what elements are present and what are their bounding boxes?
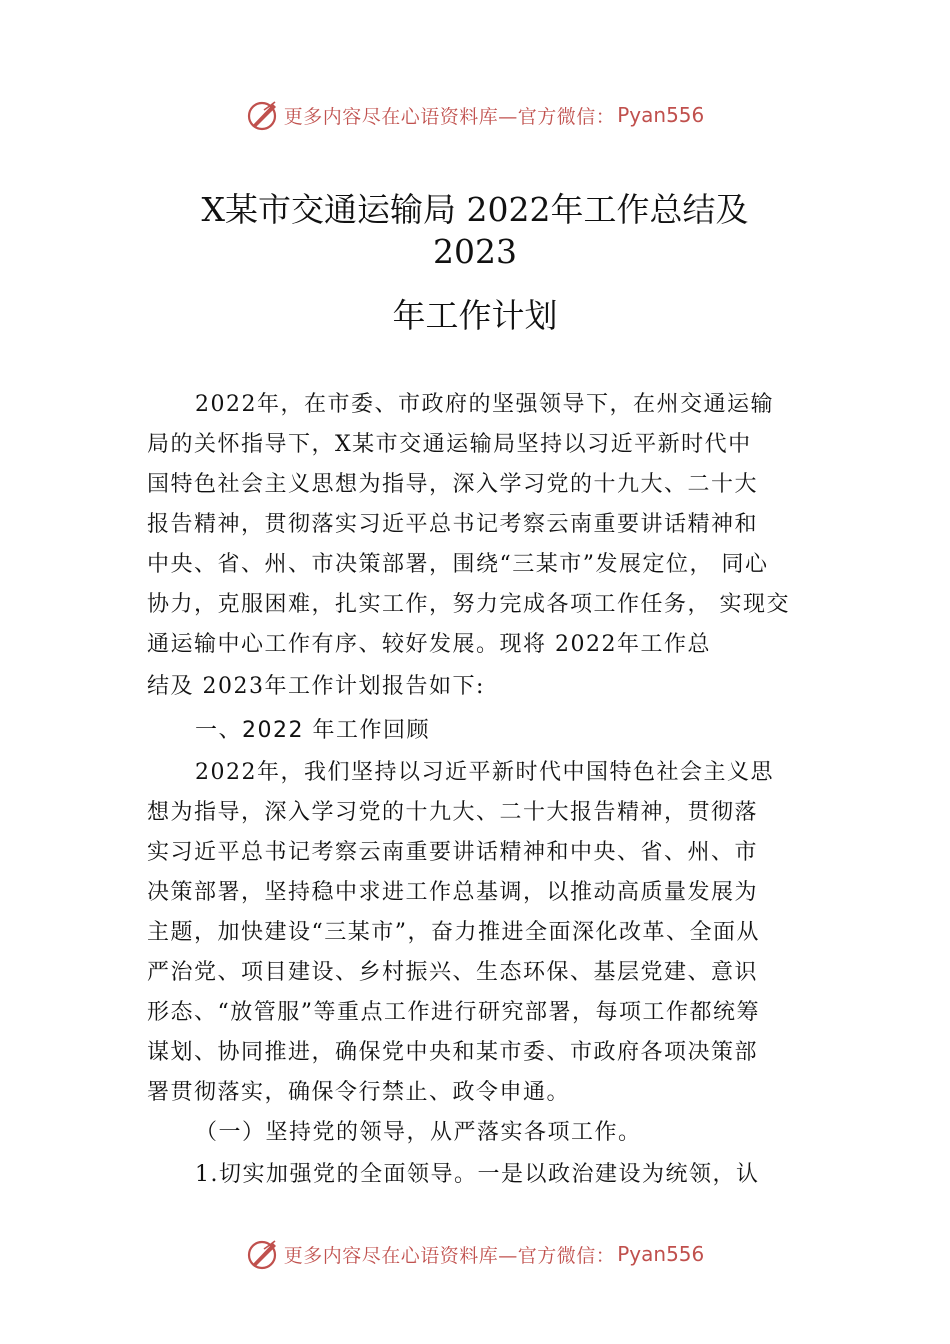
paragraph-line: 1.切实加强党的全面领导。一是以政治建设为统领，认	[195, 1162, 760, 1187]
paragraph-line: 决策部署，坚持稳中求进工作总基调，以推动高质量发展为	[147, 880, 759, 905]
paragraph-line: 通运输中心工作有序、较好发展。现将 2022年工作总	[147, 632, 711, 657]
paragraph-line: 局的关怀指导下，X某市交通运输局坚持以习近平新时代中	[147, 432, 752, 457]
footer-banner	[0, 1234, 950, 1274]
paragraph-line: 中央、省、州、市决策部署，围绕“三某市”发展定位， 同心	[147, 552, 769, 577]
quill-logo-icon	[246, 98, 280, 132]
paragraph-line: 形态、“放管服”等重点工作进行研究部署，每项工作都统筹	[147, 1000, 760, 1025]
subsection-heading: （一）坚持党的领导，从严落实各项工作。	[195, 1120, 642, 1145]
paragraph-line: 国特色社会主义思想为指导，深入学习党的十九大、二十大	[147, 472, 759, 497]
paragraph-line: 实习近平总书记考察云南重要讲话精神和中央、省、州、市	[147, 840, 759, 865]
banner-wechat-id: Pyan556	[617, 103, 705, 127]
document-title-line-3: 年工作计划	[392, 296, 558, 335]
paragraph-line: 报告精神，贯彻落实习近平总书记考察云南重要讲话精神和	[147, 512, 759, 537]
paragraph-line: 2022年，我们坚持以习近平新时代中国特色社会主义思	[195, 760, 774, 785]
paragraph-line: 主题，加快建设“三某市”，奋力推进全面深化改革、全面从	[147, 920, 760, 945]
paragraph-line: 协力，克服困难，扎实工作，努力完成各项工作任务， 实现交	[147, 592, 790, 617]
paragraph-line: 想为指导，深入学习党的十九大、二十大报告精神，贯彻落	[147, 800, 759, 825]
paragraph-line: 2022年，在市委、市政府的坚强领导下，在州交通运输	[195, 392, 774, 417]
document-title-line-2: 2023	[433, 232, 517, 271]
document-title-line-1: X某市交通运输局 2022年工作总结及	[201, 190, 749, 229]
section-heading: 一、2022 年工作回顾	[195, 718, 430, 743]
paragraph-line: 谋划、协同推进，确保党中央和某市委、市政府各项决策部	[147, 1040, 759, 1065]
header-banner	[0, 95, 950, 135]
banner-wechat-id: Pyan556	[617, 1242, 705, 1266]
quill-logo-icon	[246, 1237, 280, 1271]
paragraph-line: 署贯彻落实，确保令行禁止、政令申通。	[147, 1080, 571, 1105]
paragraph-line: 严治党、项目建设、乡村振兴、生态环保、基层党建、意识	[147, 960, 759, 985]
banner-text: 更多内容尽在心语资料库—官方微信：	[283, 1244, 616, 1267]
paragraph-line: 结及 2023年工作计划报告如下:	[147, 674, 485, 699]
banner-text: 更多内容尽在心语资料库—官方微信：	[283, 105, 616, 128]
